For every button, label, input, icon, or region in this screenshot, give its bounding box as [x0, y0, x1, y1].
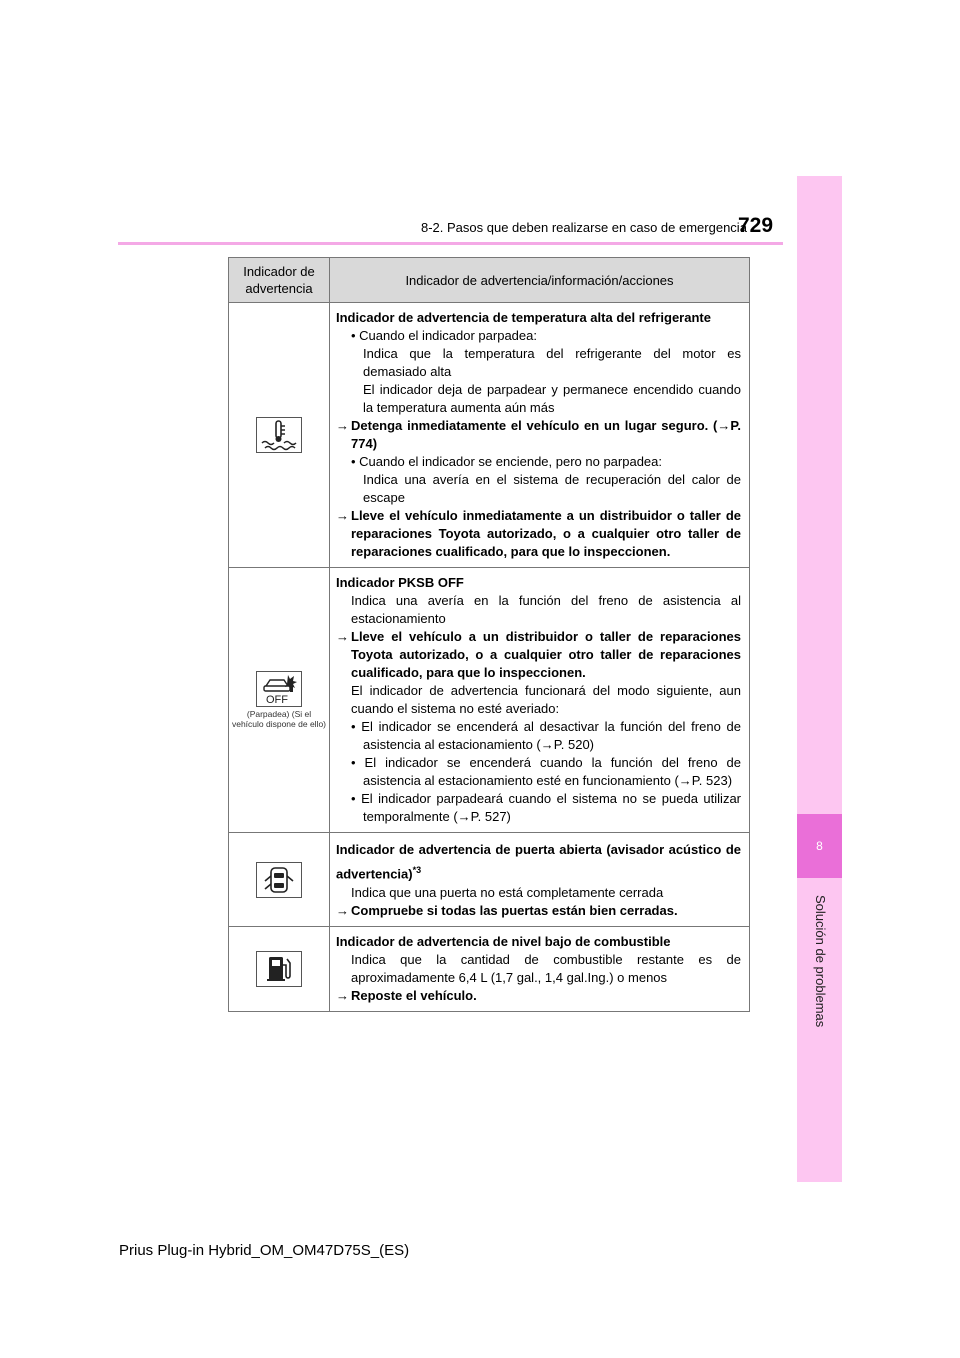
bullet-item: • El indicador parpadeará cuando el sistema no se pueda utilizar temporalmente (→P. 527)	[351, 791, 742, 824]
description-text: Indica una avería en la función del freno de asistencia al estacionamiento	[351, 593, 741, 626]
icon-cell	[229, 833, 330, 927]
description-text: Indica que una puerta no está completamente cerrada	[351, 885, 664, 901]
action-text: → Lleve el vehículo a un distribuidor o taller de reparaciones Toyota autorizado, o a cualquier otro taller de reparaciones cualificado, para que lo inspeccionen.	[336, 629, 741, 680]
column-header-description: Indicador de advertencia/información/acciones	[330, 258, 750, 303]
bullet-item: • El indicador se encenderá al desactivar la función del freno de asistencia al estacionamiento (→P. 520)	[351, 719, 741, 752]
bullet-item: • El indicador se encenderá cuando la función del freno de asistencia al estacionamiento esté en funcionamiento (→P. 523)	[351, 755, 741, 788]
door-open-icon	[256, 862, 302, 898]
indicator-title: Indicador de advertencia de puerta abierta (avisador acústico de advertencia)$^{*3}$	[336, 842, 741, 882]
description-cell	[330, 568, 750, 833]
indicator-title: Indicador de advertencia de nivel bajo de combustible	[336, 934, 671, 950]
description-text: Indica que la temperatura del refrigerante del motor es demasiado alta	[363, 346, 741, 379]
side-tab-label: Solución de problemas	[813, 895, 828, 1028]
section-title: 8-2. Pasos que deben realizarse en caso de emergencia	[421, 220, 747, 235]
action-text: → Detenga inmediatamente el vehículo en un lugar seguro. (→P. 774)	[336, 418, 741, 451]
description-text: El indicador de advertencia funcionará del modo siguiente, aun cuando el sistema no esté averiado:	[351, 683, 741, 716]
column-header-indicator: Indicador de advertencia	[229, 258, 330, 303]
indicator-title: Indicador PKSB OFF	[336, 575, 464, 590]
footnote-marker: *3	[412, 865, 422, 875]
footer-text: Prius Plug-in Hybrid_OM_OM47D75S_(ES)	[119, 1242, 410, 1259]
description-text: El indicador deja de parpadear y permanece encendido cuando la temperatura aumenta aún más	[363, 382, 741, 415]
action-text: → Reposte el vehículo.	[336, 988, 477, 1004]
pksb-off-icon	[256, 671, 302, 707]
indicator-title: Indicador de advertencia de temperatura alta del refrigerante	[336, 310, 711, 325]
table-row-low-fuel	[229, 927, 750, 1012]
side-tab-number: 8	[816, 839, 823, 853]
description-cell	[330, 303, 750, 568]
header-rule	[118, 242, 783, 245]
page-number: 729	[738, 214, 774, 237]
table-row-coolant-temperature	[229, 303, 750, 568]
icon-cell	[229, 568, 330, 833]
description-text: Indica que la cantidad de combustible restante es de aproximadamente 6,4 L (1,7 gal., 1,4 gal.Ing.) o menos	[351, 952, 741, 986]
icon-cell	[229, 303, 330, 568]
pksb-off-icon-text: OFF	[266, 694, 288, 706]
icon-caption: (Parpadea) (Si el vehículo dispone de ello)	[231, 709, 327, 729]
table-row-pksb-off	[229, 568, 750, 833]
bullet-item: • Cuando el indicador se enciende, pero no parpadea:	[351, 454, 663, 469]
description-cell	[330, 833, 750, 927]
warning-indicator-table	[228, 257, 750, 1012]
action-text: → Lleve el vehículo inmediatamente a un distribuidor o taller de reparaciones Toyota autorizado, o a cualquier otro taller de reparaciones cualificado, para que lo inspeccionen.	[336, 508, 741, 559]
description-cell	[330, 927, 750, 1012]
table-row-door-open	[229, 833, 750, 927]
description-text: Indica una avería en el sistema de recuperación del calor de escape	[363, 472, 741, 505]
coolant-temperature-icon	[256, 417, 302, 453]
fuel-pump-icon	[256, 951, 302, 987]
icon-cell	[229, 927, 330, 1012]
table-header-row	[229, 258, 750, 303]
action-text: → Compruebe si todas las puertas están bien cerradas.	[336, 903, 678, 919]
bullet-item: • Cuando el indicador parpadea:	[351, 328, 537, 343]
